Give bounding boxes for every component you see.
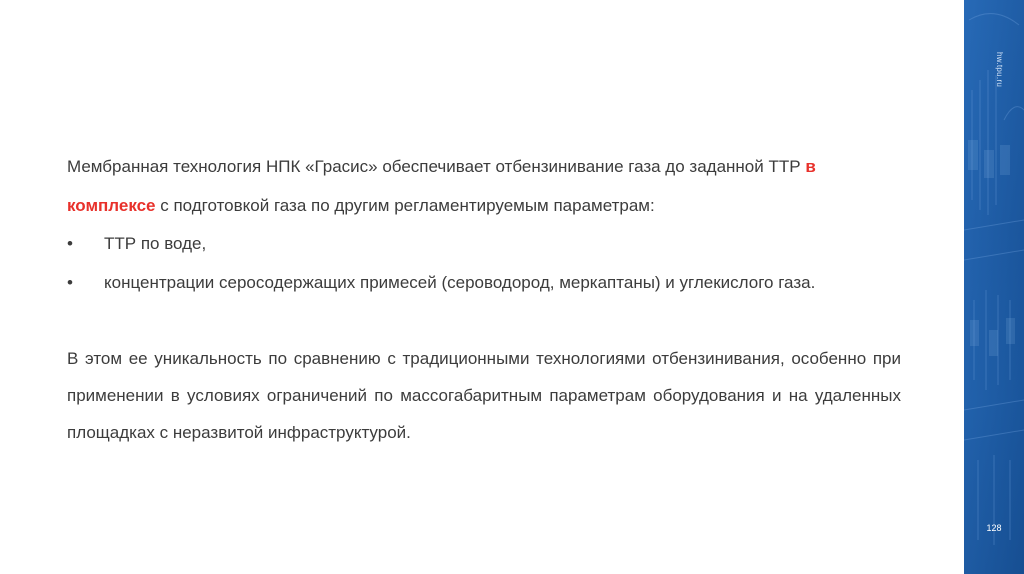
intro-paragraph	[67, 148, 901, 225]
page-number: 128	[986, 523, 1002, 533]
bullet-item-water	[67, 225, 901, 264]
conclusion-paragraph: В этом ее уникальность по сравнению с традиционными технологиями отбензинивания, особенно при применении в условиях ограничений по массогабаритным параметрам оборудования и на удаленных площадках с неразвитой инфраструктурой.	[67, 349, 901, 442]
intro-text-after: с подготовкой газа по другим регламентируемым параметрам:	[155, 195, 655, 215]
paragraph-spacer	[67, 302, 901, 340]
slide-content	[67, 148, 901, 451]
bullet-marker: •	[67, 272, 73, 292]
intro-text-before: Мембранная технология НПК «Грасис» обеспечивает отбензинивание газа до заданной ТТР	[67, 157, 806, 176]
bullet-text: ТТР по воде,	[104, 234, 207, 253]
bullet-text: концентрации серосодержащих примесей (сероводород, меркаптаны) и углекислого газа.	[104, 272, 816, 292]
bullet-item-impurities	[67, 264, 901, 303]
highlight-phrase: в комплексе	[67, 157, 816, 215]
bullet-marker: •	[67, 234, 73, 253]
bullet-list	[67, 225, 901, 302]
site-label: hw.tpu.ru	[995, 52, 1004, 88]
